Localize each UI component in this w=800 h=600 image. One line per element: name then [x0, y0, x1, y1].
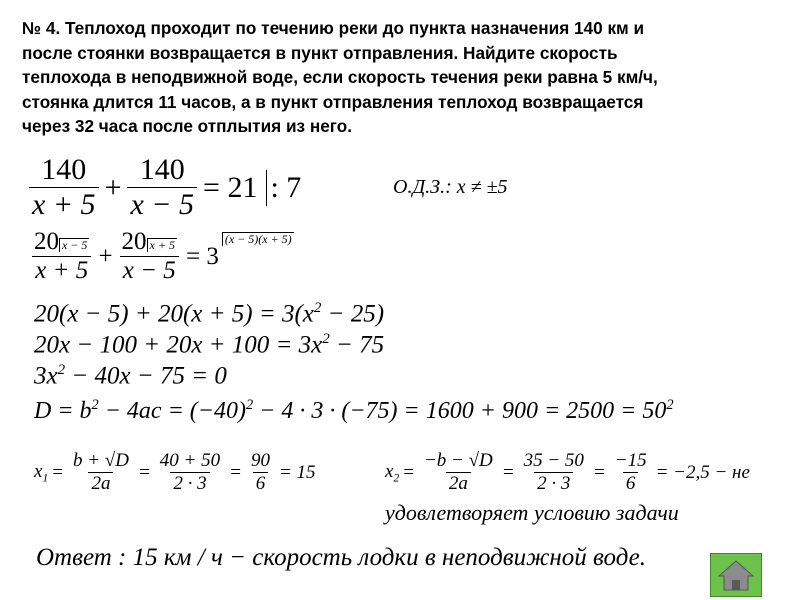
x1-den-3: 6 — [253, 472, 269, 495]
x2-symbol: x — [385, 460, 394, 482]
problem-line: стоянка длится 11 часов, а в пункт отправления теплоход возвращается — [22, 91, 644, 112]
disc-exp-2: 2 — [245, 397, 254, 413]
x1-den-1: 2a — [88, 472, 113, 495]
discriminant — [34, 397, 674, 425]
eq1-denominator-2: x − 5 — [127, 187, 197, 222]
answer: Ответ : 15 км / ч − скорость лодки в неподвижной воде. — [36, 544, 646, 571]
x1-subscript: 1 — [42, 472, 49, 485]
disc-exp-1: 2 — [91, 397, 99, 413]
eq3-left: 20(x − 5) + 20(x + 5) = 3(x — [34, 300, 314, 328]
root-x2: $x_2$ = $\frac{-b - √D}{2a}$ = $\frac{35 - 50}{2 \cdot 3}$ = $\frac{-15}{6}$ = −2,5 − не — [385, 450, 750, 494]
disc-part-a: D = b — [34, 398, 92, 424]
eq2-rhs: = 3 — [185, 242, 219, 270]
problem-line: через 32 часа после отплытия из него. — [22, 116, 352, 136]
eq4-left: 20x − 100 + 20x + 100 = 3x — [34, 331, 323, 359]
eq1-rhs: = 21 — [203, 170, 258, 204]
domain-restriction: О.Д.З.: x ≠ ±5 — [393, 176, 508, 198]
home-button[interactable] — [710, 553, 762, 597]
equation-2: $\frac{20 x - 5}{x + 5}$ + $\frac{20 x + 5}{x - 5}$ = 3(x − 5)(x + 5) — [34, 228, 292, 284]
equation-3 — [34, 300, 384, 328]
eq5-exponent: 2 — [57, 362, 66, 378]
problem-line: теплохода в неподвижной воде, если скорость течения реки равна 5 км/ч, — [22, 67, 658, 87]
x1-num-1: b + √D — [72, 450, 129, 471]
x1-num-2: 40 + 50 — [159, 450, 221, 471]
x2-note: удовлетворяет условию задачи — [385, 500, 679, 525]
disc-exp-3: 2 — [666, 397, 674, 413]
eq2-denominator-2: x − 5 — [120, 256, 179, 285]
x2-num-2: 35 − 50 — [523, 450, 584, 471]
x1-symbol: x — [34, 460, 43, 482]
x2-num-1: −b − √D — [423, 450, 493, 471]
x2-result: = −2,5 − не — [655, 461, 750, 483]
eq3-right: − 25) — [321, 300, 385, 328]
problem-statement — [22, 16, 782, 139]
eq2-multiplier-1: x − 5 — [59, 238, 89, 252]
eq1-denominator-1: x + 5 — [29, 187, 99, 222]
equation-1 — [26, 153, 304, 222]
x2-den-1: 2a — [446, 472, 471, 495]
eq4-exponent: 2 — [322, 331, 330, 347]
disc-part-b: − 4ac = (−40) — [98, 398, 246, 424]
eq5-left: 3x — [34, 362, 58, 390]
root-x1: $x_1$ = $\frac{b + √D}{2a}$ = $\frac{40 + 50}{2 \cdot 3}$ = $\frac{90}{6}$ = 15 — [34, 450, 316, 494]
eq2-multiplier-3: (x − 5)(x + 5) — [222, 232, 294, 246]
equation-5 — [34, 362, 227, 390]
eq1-numerator-1: 140 — [41, 153, 87, 186]
x1-num-3: 90 — [250, 450, 270, 471]
disc-part-c: − 4 · 3 · (−75) = 1600 + 900 = 2500 = 50 — [253, 398, 667, 424]
x2-equals: = — [402, 461, 415, 483]
x1-result: = 15 — [278, 461, 316, 483]
problem-line: после стоянки возвращается в пункт отправления. Найдите скорость — [22, 42, 618, 63]
x2-den-3: 6 — [623, 472, 639, 495]
home-icon — [711, 554, 761, 596]
x1-equals: = — [51, 461, 64, 483]
equation-4 — [34, 331, 384, 359]
eq2-plus: + — [98, 242, 113, 270]
eq4-right: − 75 — [329, 331, 385, 359]
eq1-numerator-2: 140 — [139, 153, 185, 186]
x1-den-2: 2 · 3 — [170, 472, 209, 495]
eq3-exponent: 2 — [313, 300, 322, 316]
x2-num-3: −15 — [614, 450, 647, 471]
eq5-right: − 40x − 75 = 0 — [65, 362, 227, 390]
eq2-multiplier-2: x + 5 — [147, 238, 177, 252]
eq2-denominator-1: x + 5 — [32, 256, 91, 285]
problem-line: № 4. Теплоход проходит по течению реки до пункта назначения 140 км и — [22, 18, 645, 38]
eq1-plus: + — [104, 170, 122, 204]
x2-subscript: 2 — [393, 472, 400, 485]
x2-den-2: 2 · 3 — [534, 472, 573, 495]
eq1-divisor: : 7 — [270, 170, 302, 204]
